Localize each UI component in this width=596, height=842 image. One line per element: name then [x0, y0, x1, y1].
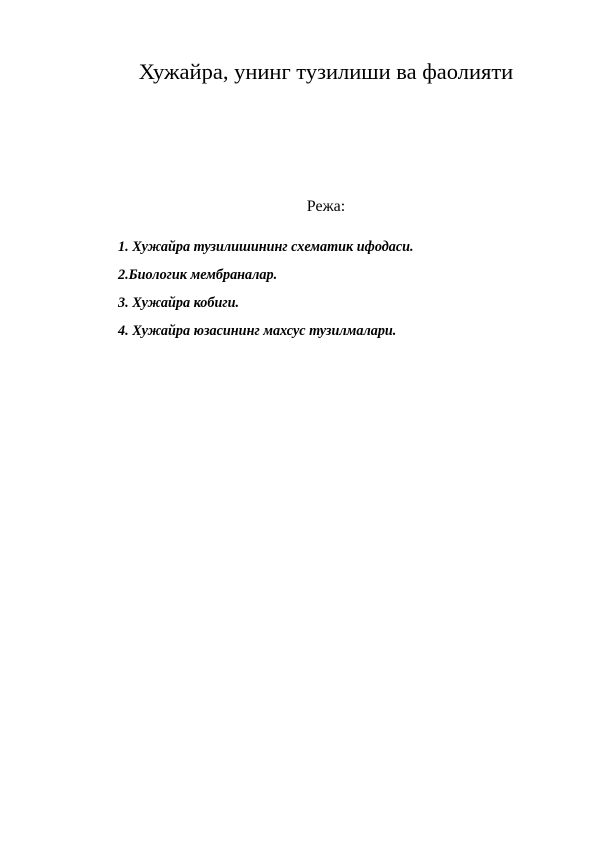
- document-title: Хужайра, унинг тузилиши ва фаолияти: [138, 59, 514, 84]
- plan-item-4: 4. Хужайра юзасининг махсус тузилмалари.: [118, 323, 397, 339]
- plan-list: [118, 238, 414, 350]
- plan-heading: Режа:: [306, 198, 346, 215]
- plan-item-2: 2.Биологик мембраналар.: [118, 267, 278, 283]
- plan-item-3: 3. Хужайра кобиги.: [118, 295, 240, 311]
- plan-item-1: 1. Хужайра тузилишининг схематик ифодаси.: [118, 239, 414, 255]
